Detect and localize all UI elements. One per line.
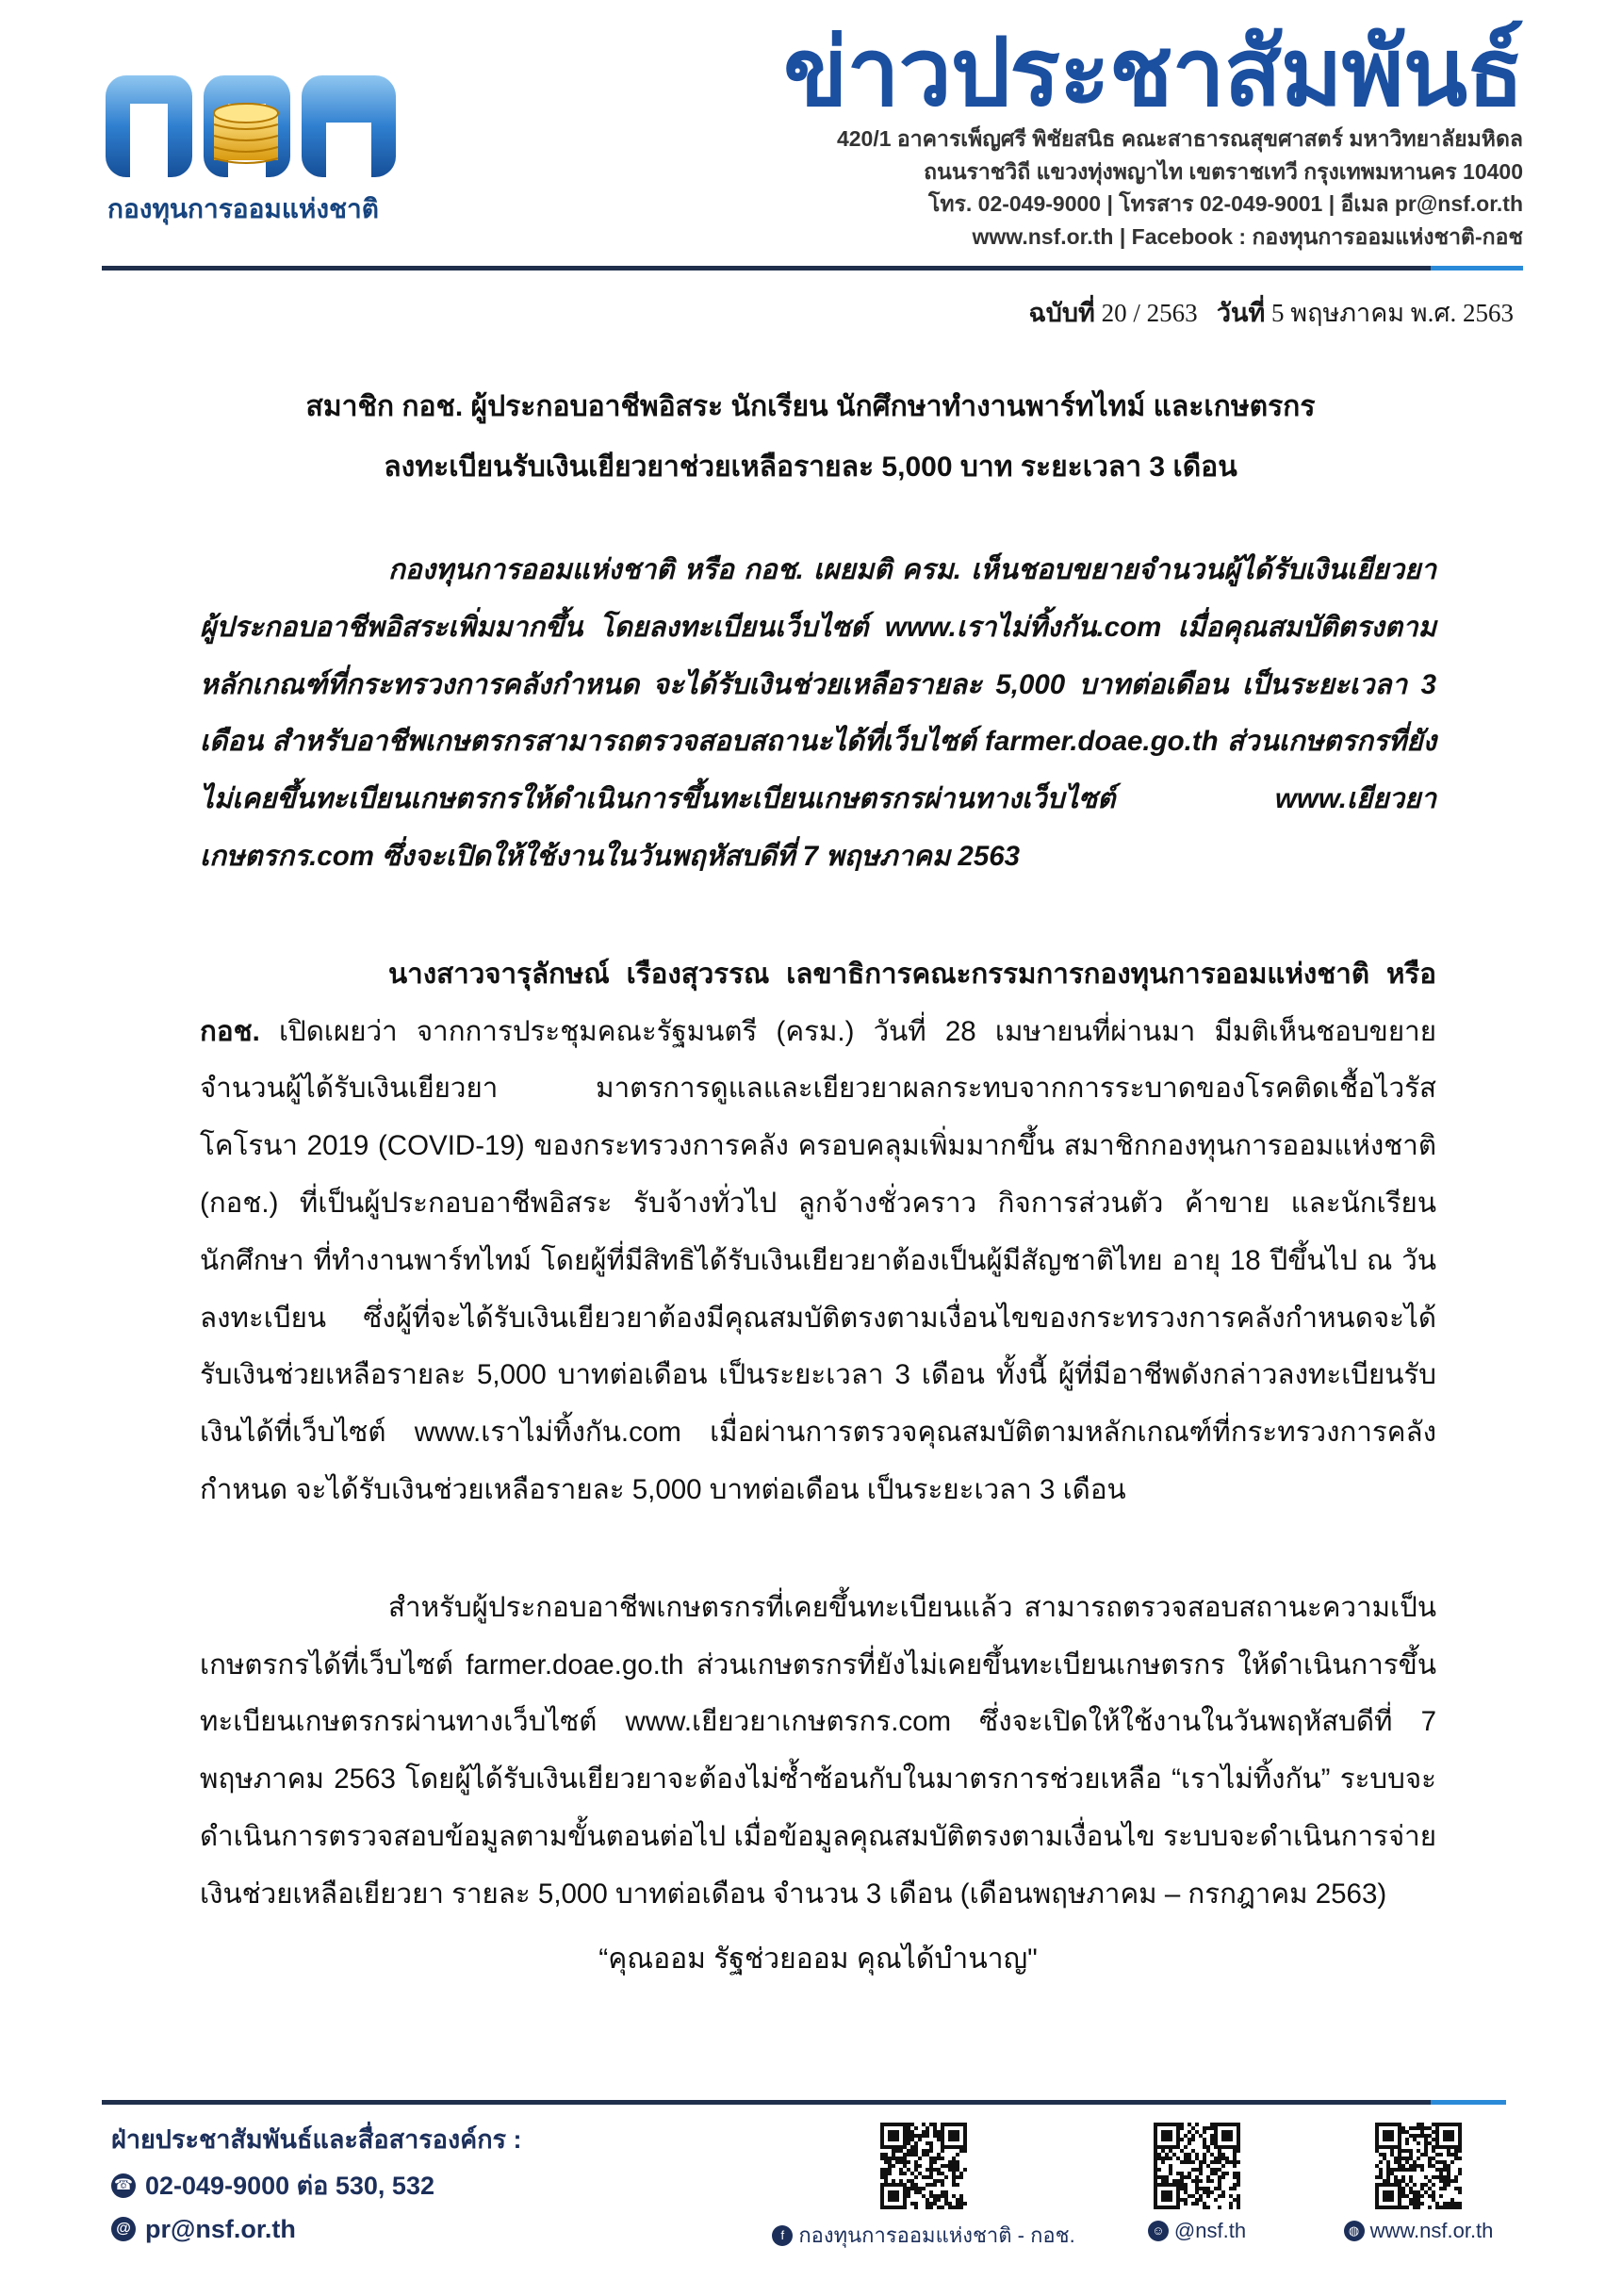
issue-line (1028, 292, 1514, 333)
footer-email-text[interactable]: pr@nsf.or.th (145, 2215, 296, 2243)
qr-code-facebook[interactable] (880, 2123, 967, 2209)
facebook-icon: f (772, 2225, 793, 2246)
email-icon: @ (111, 2217, 136, 2241)
contact-line: โทร. 02-049-9000 | โทรสาร 02-049-9001 | อีเมล pr@nsf.or.th (928, 191, 1523, 216)
footer-phone-text: 02-049-9000 ต่อ 530, 532 (145, 2172, 434, 2200)
footer-phone (111, 2164, 522, 2207)
footer-title: ฝ่ายประชาสัมพันธ์และสื่อสารองค์กร : (111, 2125, 522, 2154)
qr-code-line[interactable] (1154, 2123, 1240, 2209)
article-body (200, 542, 1436, 1924)
speaker-name: นางสาวจารุลักษณ์ เรืองสุวรรณ เลขาธิการคณะกรรมการกองทุนการออมแห่งชาติ หรือ กอช. (200, 958, 1436, 1047)
qr-facebook (773, 2123, 1074, 2252)
body-paragraph-2-text: เปิดเผยว่า จากการประชุมคณะรัฐมนตรี (ครม.) วันที่ 28 เมษายนที่ผ่านมา มีมติเห็นชอบขยายจำนวนผู้ได้รับเงินเยียวยา มาตรการดูแลและเยียวยาผลกระทบจากการระบาดของโรคติดเชื้อไวรัสโคโรนา 2019 (COVID-19) ของกระทรวงการคลัง ครอบคลุมเพิ่มมากขึ้น สมาชิกกองทุนการออมแห่งชาติ (กอช.) ที่เป็นผู้ประกอบอาชีพอิสระ รับจ้างทั่วไป ลูกจ้างชั่วคราว กิจการส่วนตัว ค้าขาย และนักเรียน นักศึกษา ที่ทำงานพาร์ทไทม์ โดยผู้ที่มีสิทธิได้รับเงินเยียวยาต้องเป็นผู้มีสัญชาติไทย อายุ 18 ปีขึ้นไป ณ วันลงทะเบียน ซึ่งผู้ที่จะได้รับเงินเยียวยาต้องมีคุณสมบัติตรงตามเงื่อนไขของกระทรวงการคลังกำหนดจะได้รับเงินช่วยเหลือรายละ 5,000 บาทต่อเดือน เป็นระยะเวลา 3 เดือน ทั้งนี้ ผู้ที่มีอาชีพดังกล่าวลงทะเบียนรับเงินได้ที่เว็บไซต์ www.เราไม่ทิ้งกัน.com เมื่อผ่านการตรวจคุณสมบัติตามหลักเกณฑ์ที่กระทรวงการคลังกำหนด จะได้รับเงินช่วยเหลือรายละ 5,000 บาทต่อเดือน เป็นระยะเวลา 3 เดือน (200, 1015, 1436, 1505)
footer-divider (102, 2100, 1506, 2105)
qr-web (1315, 2123, 1522, 2243)
nsf-logo (102, 66, 403, 231)
globe-icon: ◍ (1344, 2221, 1365, 2241)
lead-paragraph: กองทุนการออมแห่งชาติ หรือ กอช. เผยมติ ครม. เห็นชอบขยายจำนวนผู้ได้รับเงินเยียวยา ผู้ประกอบอาชีพอิสระเพิ่มมากขึ้น โดยลงทะเบียนเว็บไซต์ www.เราไม่ทิ้งกัน.com เมื่อคุณสมบัติตรงตามหลักเกณฑ์ที่กระทรวงการคลังกำหนด จะได้รับเงินช่วยเหลือรายละ 5,000 บาทต่อเดือน เป็นระยะเวลา 3 เดือน สำหรับอาชีพเกษตรกรสามารถตรวจสอบสถานะได้ที่เว็บไซต์ farmer.doae.go.th ส่วนเกษตรกรที่ยังไม่เคยขึ้นทะเบียนเกษตรกรให้ดำเนินการขึ้นทะเบียนเกษตรกรผ่านทางเว็บไซต์ www.เยียวยาเกษตรกร.com ซึ่งจะเปิดให้ใช้งานในวันพฤหัสบดีที่ 7 พฤษภาคม 2563 (200, 554, 1436, 872)
header-contact-block (783, 20, 1523, 253)
headline-line-2: ลงทะเบียนรับเงินเยียวยาช่วยเหลือรายละ 5,000 บาท ระยะเวลา 3 เดือน (384, 451, 1237, 483)
issue-number-label: ฉบับที่ (1028, 299, 1095, 327)
qr-code-web[interactable] (1375, 2123, 1462, 2209)
qr-web-label: ◍ www.nsf.or.th (1315, 2219, 1522, 2243)
body-paragraph-3: สำหรับผู้ประกอบอาชีพเกษตรกรที่เคยขึ้นทะเบียนแล้ว สามารถตรวจสอบสถานะความเป็นเกษตรกรได้ที่เว็บไซต์ farmer.doae.go.th ส่วนเกษตรกรที่ยังไม่เคยขึ้นทะเบียนเกษตรกร ให้ดำเนินการขึ้นทะเบียนเกษตรกรผ่านทางเว็บไซต์ www.เยียวยาเกษตรกร.com ซึ่งจะเปิดให้ใช้งานในวันพฤหัสบดีที่ 7 พฤษภาคม 2563 โดยผู้ได้รับเงินเยียวยาจะต้องไม่ซ้ำซ้อนกับในมาตรการช่วยเหลือ “เราไม่ทิ้งกัน” ระบบจะดำเนินการตรวจสอบข้อมูลตามขั้นตอนต่อไป เมื่อข้อมูลคุณสมบัติตรงตามเงื่อนไข ระบบจะดำเนินการจ่ายเงินช่วยเหลือเยียวยา รายละ 5,000 บาทต่อเดือน จำนวน 3 เดือน (เดือนพฤษภาคม – กรกฎาคม 2563) (200, 1591, 1436, 1910)
qr-facebook-label: f กองทุนการออมแห่งชาติ - กอช. (773, 2219, 1074, 2252)
address-line-2: ถนนราชวิถี แขวงทุ่งพญาไท เขตราชเทวี กรุงเทพมหานคร 10400 (924, 158, 1523, 184)
footer-email (111, 2207, 522, 2251)
page-title: ข่าวประชาสัมพันธ์ (783, 20, 1523, 125)
issue-date: 5 พฤษภาคม พ.ศ. 2563 (1271, 299, 1514, 327)
headline-line-1: สมาชิก กอช. ผู้ประกอบอาชีพอิสระ นักเรียน นักศึกษาทำงานพาร์ทไทม์ และเกษตรกร (305, 391, 1316, 422)
qr-line (1112, 2123, 1282, 2243)
footer-contact (111, 2115, 522, 2251)
logo-caption: กองทุนการออมแห่งชาติ (107, 194, 379, 223)
issue-date-label: วันที่ (1216, 299, 1266, 327)
issue-number: 20 / 2563 (1101, 299, 1198, 327)
line-icon: ☺ (1148, 2221, 1169, 2241)
web-line: www.nsf.or.th | Facebook : กองทุนการออมแห่งชาติ-กอช (972, 223, 1523, 249)
address-line-1: 420/1 อาคารเพ็ญศรี พิชัยสนิธ คณะสาธารณสุขศาสตร์ มหาวิทยาลัยมหิดล (836, 126, 1523, 151)
slogan-quote: “คุณออม รัฐช่วยออม คุณได้บำนาญ" (598, 1943, 1038, 1975)
nsf-logo-mark (102, 66, 403, 184)
headline (188, 377, 1433, 498)
phone-icon: ☎ (111, 2173, 136, 2198)
body-paragraph-2 (200, 946, 1436, 1519)
qr-line-label: ☺ @nsf.th (1112, 2219, 1282, 2243)
header-divider (102, 266, 1523, 271)
